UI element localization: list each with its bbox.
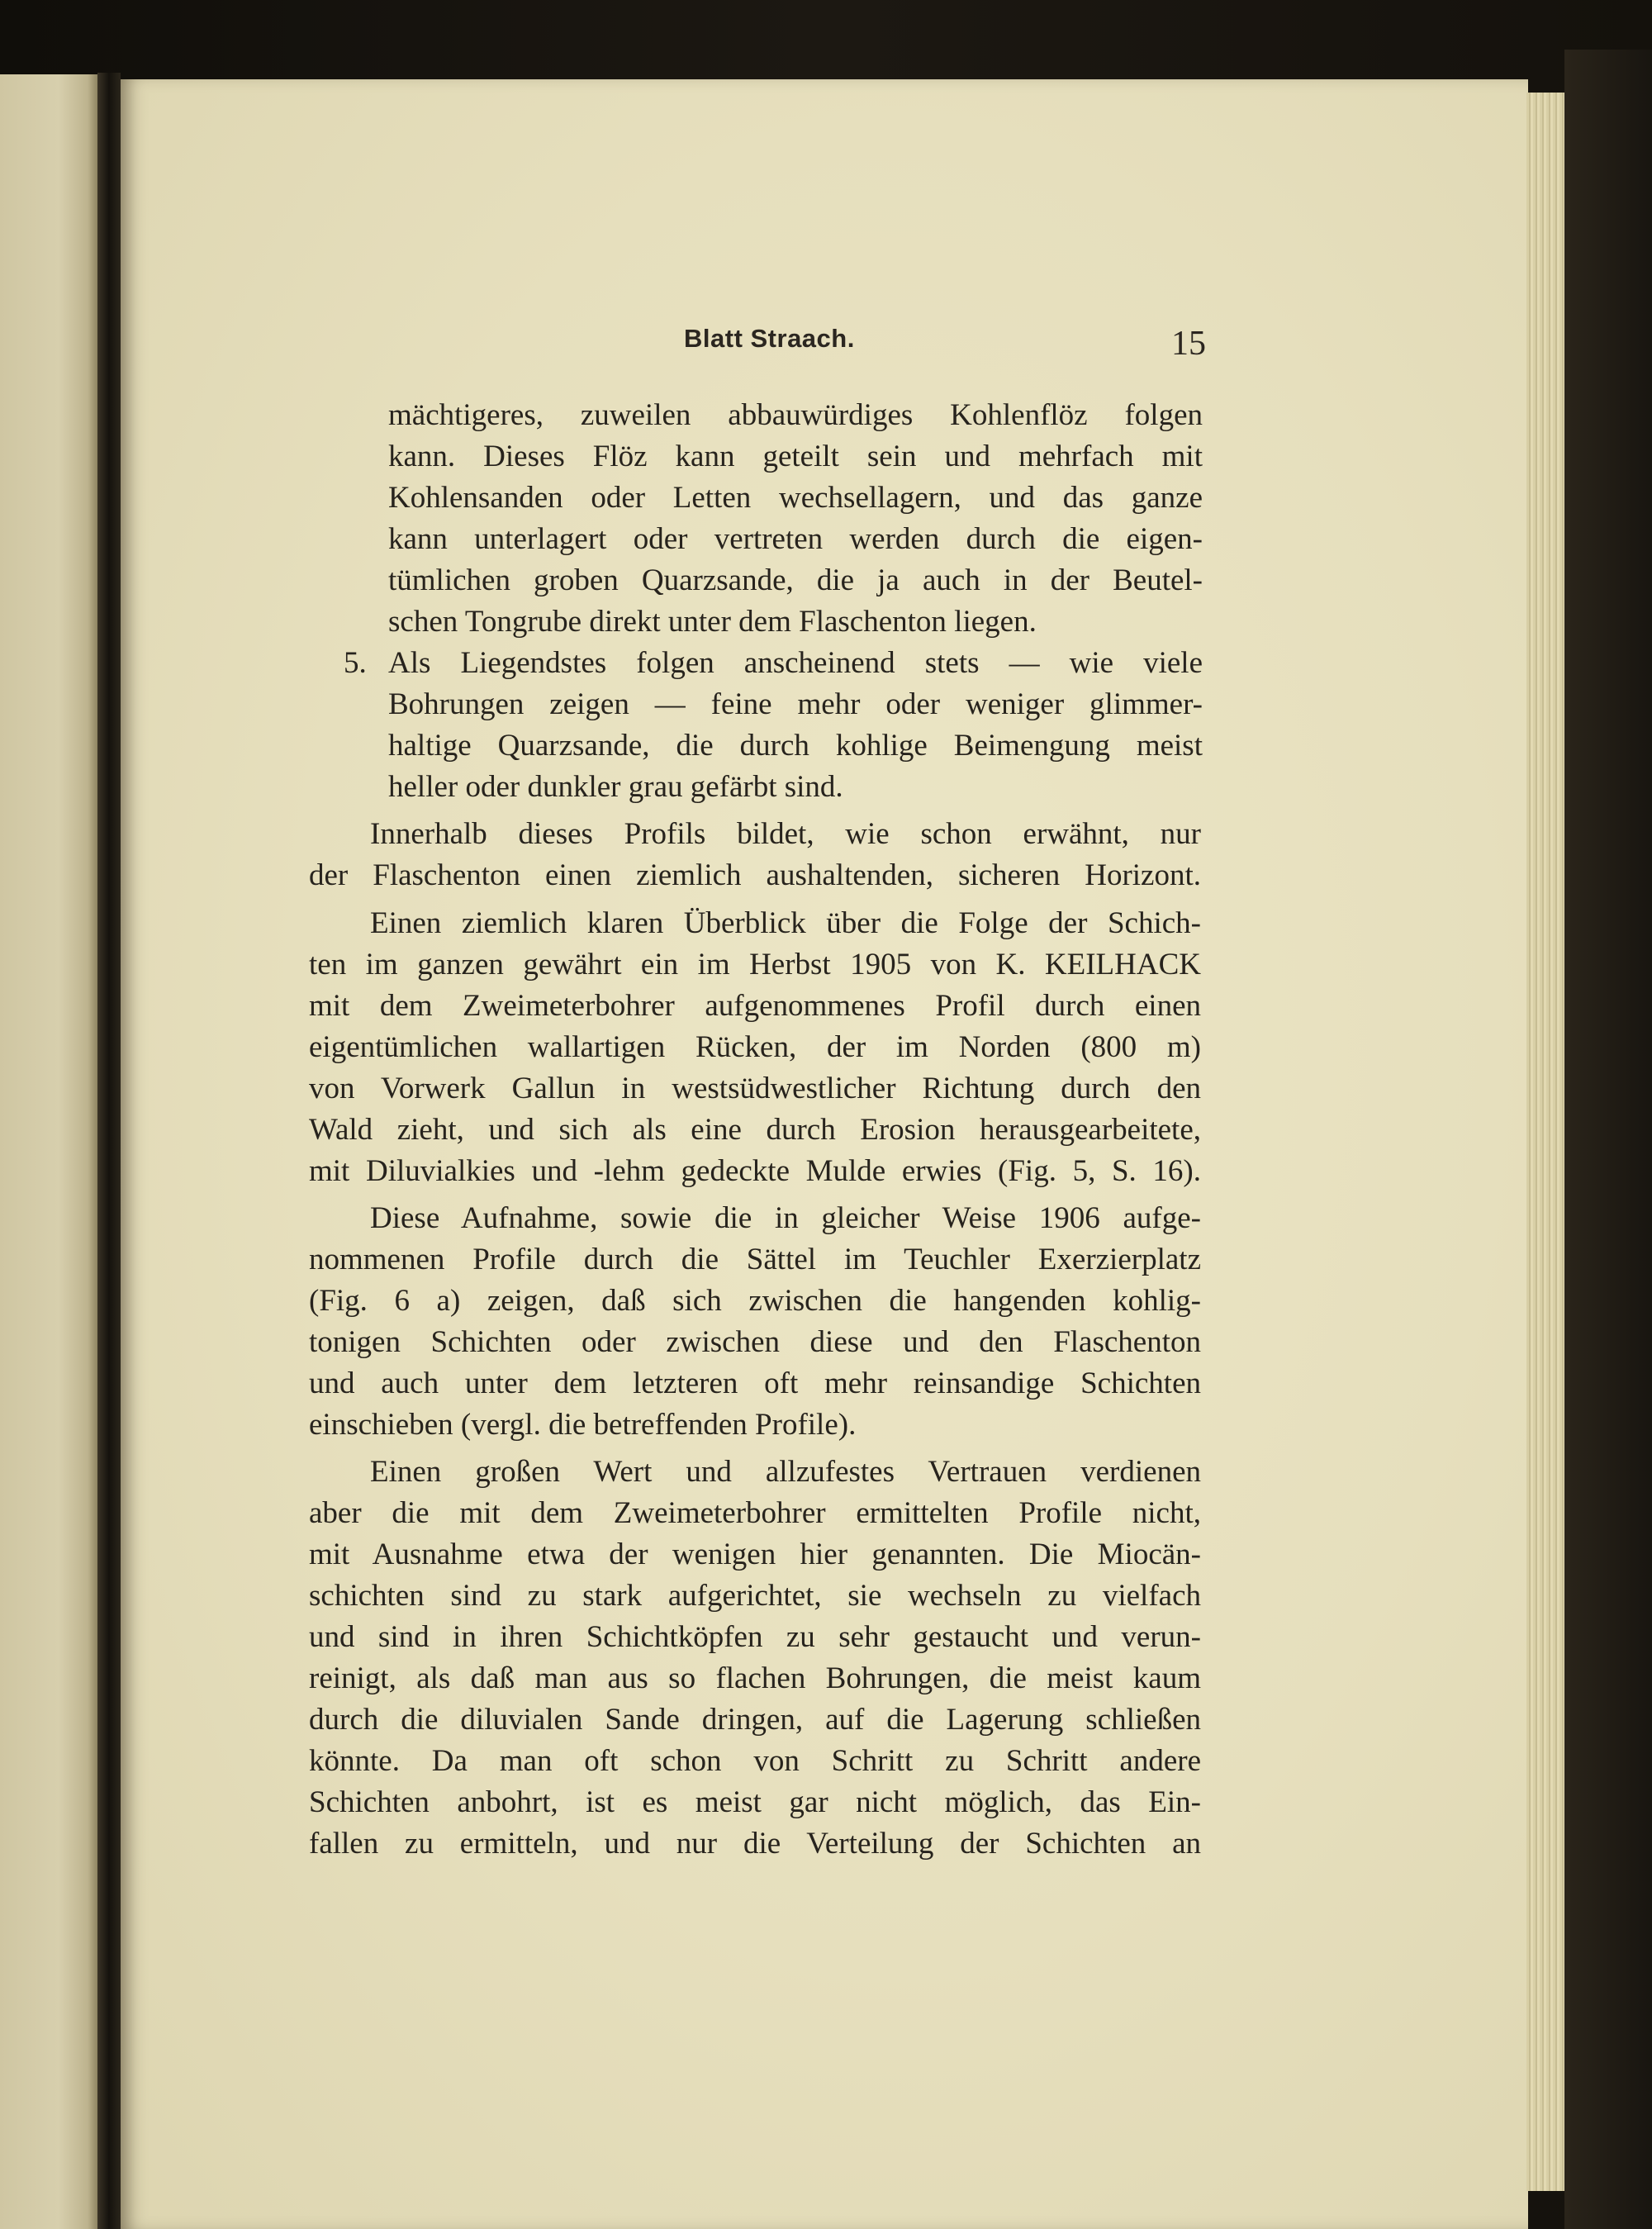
text-line: Kohlensanden oder Letten wechsellagern, und das ganze — [388, 481, 1203, 515]
text-line: aber die mit dem Zweimeterbohrer ermittelten Profile nicht, — [309, 1496, 1201, 1530]
text-line: mit Ausnahme etwa der wenigen hier genannten. Die Miocän- — [309, 1537, 1201, 1571]
text-line: schichten sind zu stark aufgerichtet, sie wechseln zu vielfach — [309, 1579, 1201, 1613]
text-line: reinigt, als daß man aus so flachen Bohrungen, die meist kaum — [309, 1661, 1201, 1695]
text-line: tonigen Schichten oder zwischen diese und den Flaschenton — [309, 1325, 1201, 1359]
text-line: Einen großen Wert und allzufestes Vertrauen verdienen — [370, 1455, 1201, 1489]
page-number: 15 — [1171, 325, 1206, 363]
text-line: schen Tongrube direkt unter dem Flaschenton liegen. — [388, 605, 1037, 639]
text-line: durch die diluvialen Sande dringen, auf die Lagerung schließen — [309, 1703, 1201, 1737]
text-line: Diese Aufnahme, sowie die in gleicher Weise 1906 aufge- — [370, 1201, 1201, 1235]
text-line: nommenen Profile durch die Sättel im Teuchler Exerzierplatz — [309, 1243, 1201, 1276]
text-line: Als Liegendstes folgen anscheinend stets — wie viele — [388, 646, 1203, 680]
text-line: heller oder dunkler grau gefärbt sind. — [388, 770, 843, 804]
previous-page-edge — [0, 74, 97, 2229]
running-head: Blatt Straach. — [684, 324, 855, 353]
text-line: (Fig. 6 a) zeigen, daß sich zwischen die hangenden kohlig- — [309, 1284, 1201, 1318]
text-line: könnte. Da man oft schon von Schritt zu Schritt andere — [309, 1744, 1201, 1778]
text-line: der Flaschenton einen ziemlich aushaltenden, sicheren Horizont. — [309, 858, 1201, 892]
text-line: fallen zu ermitteln, und nur die Verteilung der Schichten an — [309, 1827, 1201, 1861]
book-cover-edge — [1564, 50, 1652, 2229]
text-line: Wald zieht, und sich als eine durch Erosion herausgearbeitete, — [309, 1113, 1201, 1147]
page-stack-edges — [1526, 93, 1564, 2191]
text-line: mächtigeres, zuweilen abbauwürdiges Kohlenflöz folgen — [388, 398, 1203, 432]
text-line: tümlichen groben Quarzsande, die ja auch in der Beutel- — [388, 563, 1203, 597]
text-line: Schichten anbohrt, ist es meist gar nicht möglich, das Ein- — [309, 1785, 1201, 1819]
text-line: Bohrungen zeigen — feine mehr oder weniger glimmer- — [388, 687, 1203, 721]
text-line: von Vorwerk Gallun in westsüdwestlicher Richtung durch den — [309, 1072, 1201, 1105]
text-line: Einen ziemlich klaren Überblick über die Folge der Schich- — [370, 906, 1201, 940]
book-gutter — [97, 73, 121, 2229]
text-line: ten im ganzen gewährt ein im Herbst 1905 von K. KEILHACK — [309, 948, 1201, 981]
text-line: einschieben (vergl. die betreffenden Profile). — [309, 1408, 857, 1442]
text-line: haltige Quarzsande, die durch kohlige Beimengung meist — [388, 729, 1203, 763]
text-line: kann. Dieses Flöz kann geteilt sein und mehrfach mit — [388, 440, 1203, 473]
text-line: eigentümlichen wallartigen Rücken, der im Norden (800 m) — [309, 1030, 1201, 1064]
text-line: kann unterlagert oder vertreten werden durch die eigen- — [388, 522, 1203, 556]
list-marker: 5. — [344, 646, 367, 680]
text-line: Innerhalb dieses Profils bildet, wie schon erwähnt, nur — [370, 817, 1201, 851]
text-line: mit Diluvialkies und -lehm gedeckte Mulde erwies (Fig. 5, S. 16). — [309, 1154, 1201, 1188]
text-line: und sind in ihren Schichtköpfen zu sehr gestaucht und verun- — [309, 1620, 1201, 1654]
text-line: mit dem Zweimeterbohrer aufgenommenes Profil durch einen — [309, 989, 1201, 1023]
text-line: und auch unter dem letzteren oft mehr reinsandige Schichten — [309, 1366, 1201, 1400]
